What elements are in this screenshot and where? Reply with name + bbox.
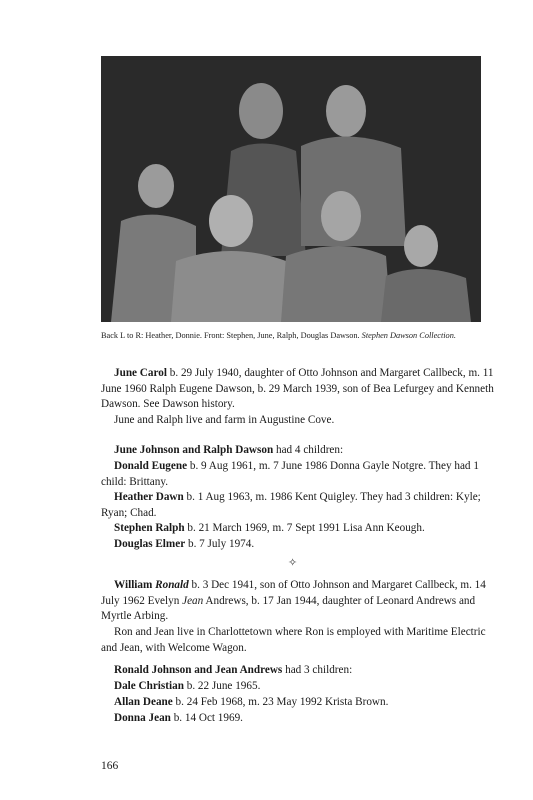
caption-credit: Stephen Dawson Collection. — [361, 331, 456, 340]
child-name: Heather Dawn — [114, 491, 184, 503]
child-details: b. 24 Feb 1968, m. 23 May 1992 Krista Brown. — [172, 696, 389, 708]
child-entry — [101, 459, 494, 490]
person-name: William — [114, 579, 156, 591]
person-details: b. 29 July 1940, daughter of Otto Johnson and Margaret Callbeck, m. 11 June 1960 Ralph Eugene Dawson, b. 29 March 1939, son of Bea Lefurgey and Kenneth Dawson. See Dawson history. — [101, 367, 494, 411]
child-details: b. 21 March 1969, m. 7 Sept 1991 Lisa Ann Keough. — [184, 522, 425, 534]
child-entry — [114, 711, 494, 727]
paragraph-residence-2 — [101, 625, 494, 656]
child-name: Donna Jean — [114, 712, 171, 724]
couple-names: Ronald Johnson and Jean Andrews — [114, 664, 283, 676]
residence-text: Ron and Jean live in Charlottetown where Ron is employed with Maritime Electric and Jean, with Welcome Wagon. — [101, 626, 486, 654]
family-photo — [101, 56, 481, 322]
child-details: b. 9 Aug 1961, m. 7 June 1986 Donna Gayle Notgre. They had 1 child: Brittany. — [101, 460, 479, 488]
child-name: Douglas Elmer — [114, 538, 186, 550]
children-heading-2 — [114, 663, 494, 679]
paragraph-june-carol — [101, 366, 494, 413]
child-details: b. 7 July 1974. — [185, 538, 255, 550]
spouse-name-italic: Jean — [182, 594, 204, 607]
child-name: Dale Christian — [114, 680, 184, 692]
person-details-cont: Andrews, b. 17 Jan 1944, daughter of Leonard Andrews and Myrtle Arbing. — [101, 594, 476, 623]
couple-names: June Johnson and Ralph Dawson — [114, 444, 274, 456]
paragraph-william-ronald — [101, 578, 494, 625]
person-name-italic: Ronald — [155, 579, 189, 591]
child-entry — [114, 537, 494, 553]
children-heading-1 — [114, 443, 494, 459]
children-count: had 3 children: — [282, 664, 353, 676]
paragraph-residence-1: June and Ralph live and farm in Augustine Cove. — [114, 414, 335, 426]
child-details: b. 22 June 1965. — [183, 680, 261, 692]
page-number: 166 — [101, 760, 119, 772]
child-entry — [114, 521, 494, 537]
person-details: b. 3 Dec 1941, son of Otto Johnson and Margaret Callbeck, m. 14 July 1962 Evelyn — [101, 579, 486, 607]
child-details: b. 1 Aug 1963, m. 1986 Kent Quigley. They had 3 children: Kyle; Ryan; Chad. — [101, 491, 481, 519]
child-name: Allan Deane — [114, 696, 173, 708]
section-separator-icon: ✧ — [288, 556, 298, 569]
child-details: b. 14 Oct 1969. — [170, 712, 243, 724]
child-name: Stephen Ralph — [114, 522, 185, 534]
photo-caption — [101, 330, 491, 342]
child-entry — [101, 490, 494, 521]
caption-text: Back L to R: Heather, Donnie. Front: Stephen, June, Ralph, Douglas Dawson. — [101, 331, 362, 340]
child-entry — [114, 679, 494, 695]
children-count: had 4 children: — [273, 444, 344, 456]
child-entry — [114, 695, 494, 711]
child-name: Donald Eugene — [114, 460, 188, 472]
person-name: June Carol — [114, 367, 167, 379]
